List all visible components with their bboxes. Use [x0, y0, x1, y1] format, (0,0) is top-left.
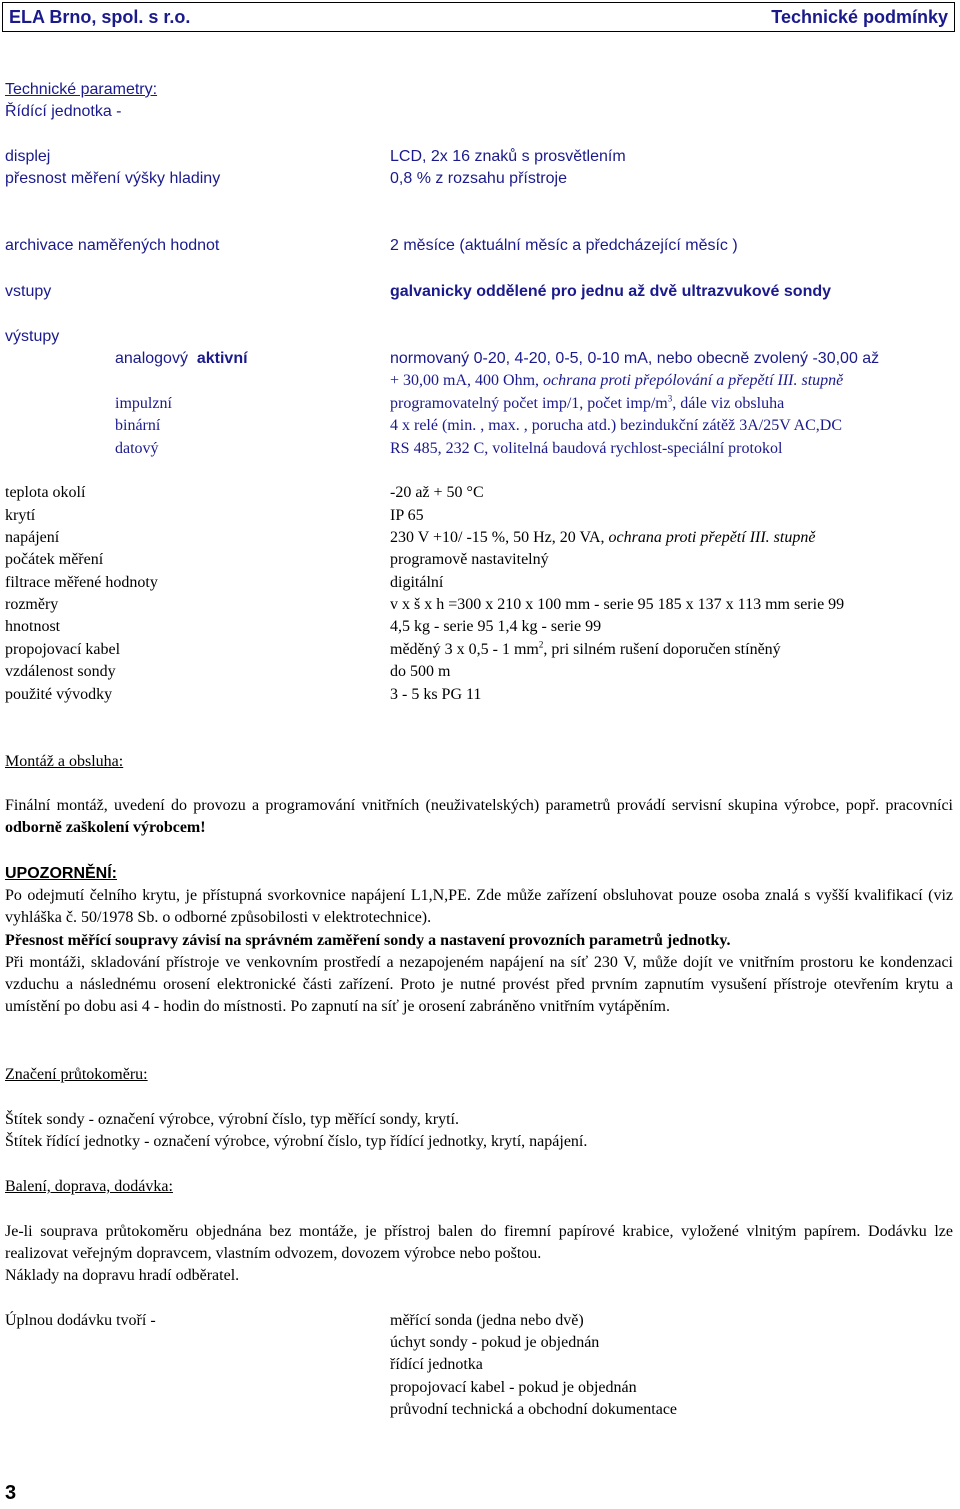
pulse-value-sup: 3 [667, 393, 673, 404]
cable-value-text: měděný 3 x 0,5 - 1 mm [390, 641, 539, 658]
mounting-title: Montáž a obsluha: [5, 753, 124, 770]
params-subtitle: Řídící jednotka - [5, 103, 122, 120]
start-label: počátek měření [5, 551, 104, 568]
marking-line-2: Štítek řídící jednotky - označení výrobce, výrobní číslo, typ řídící jednotky, krytí, napájení. [5, 1133, 588, 1150]
distance-label: vzdálenost sondy [5, 663, 116, 680]
marking-title: Značení průtokoměru: [5, 1066, 148, 1083]
mounting-text-bold: odborně zaškolení výrobcem! [5, 819, 206, 836]
pulse-value-text: programovatelný počet imp/1, počet imp/m [390, 395, 668, 412]
temp-value: -20 až + 50 °C [390, 484, 484, 501]
packing-title: Balení, doprava, dodávka: [5, 1178, 173, 1195]
page-number: 3 [5, 1482, 17, 1504]
packing-line-3: Náklady na dopravu hradí odběratel. [5, 1267, 240, 1284]
filter-label: filtrace měřené hodnoty [5, 574, 158, 591]
marking-line-1: Štítek sondy - označení výrobce, výrobní číslo, typ měřící sondy, krytí. [5, 1111, 459, 1128]
dims-value: v x š x h =300 x 210 x 100 mm - serie 95 185 x 137 x 113 mm serie 99 [390, 596, 845, 613]
document-title: Technické podmínky [771, 7, 948, 27]
delivery-item: řídící jednotka [390, 1356, 483, 1373]
dims-label: rozměry [5, 596, 59, 613]
display-value: LCD, 2x 16 znaků s prosvětlením [390, 148, 626, 165]
analog-range: + 30,00 mA, 400 Ohm, [390, 372, 544, 389]
data-output-label: datový [115, 440, 159, 457]
cable-value [390, 639, 781, 661]
delivery-item: průvodní technická a obchodní dokumentace [390, 1401, 678, 1418]
accuracy-value: 0,8 % z rozsahu přístroje [390, 170, 567, 187]
distance-value: do 500 m [390, 663, 451, 680]
temp-label: teplota okolí [5, 484, 86, 501]
start-value: programově nastavitelný [390, 551, 549, 568]
analog-active: aktivní [196, 350, 248, 367]
glands-value: 3 - 5 ks PG 11 [390, 686, 482, 703]
binary-label: binární [115, 417, 161, 434]
warning-paragraph-3: Při montáži, skladování přístroje ve venkovním prostředí a nezapojeném napájení na síť 230 V, může dojít ve vnitřním prostoru ke kondenzaci vzduchu a následnému orosení elektronické části zařízení. Proto je nutné provést před prvním zapnutím vysušení přístroje otevřením krytu a umístění po dobu asi 4 - hodin do místnosti. Po zapnutí na síť je orosení zabráněno vnitřním vytápěním. [5, 954, 953, 1015]
params-title: Technické parametry: [5, 81, 158, 98]
pulse-value [390, 393, 784, 415]
pulse-value-tail: , dále viz obsluha [672, 395, 785, 412]
glands-label: použité vývodky [5, 686, 113, 703]
outputs-label: výstupy [5, 328, 60, 345]
analog-protection: ochrana proti přepólování a přepětí III. stupně [543, 372, 844, 389]
delivery-item: úchyt sondy - pokud je objednán [390, 1334, 600, 1351]
archive-label: archivace naměřených hodnot [5, 237, 220, 254]
cable-label: propojovací kabel [5, 641, 121, 658]
power-value [390, 527, 815, 549]
accuracy-label: přesnost měření výšky hladiny [5, 170, 221, 187]
display-label: displej [5, 148, 51, 165]
delivery-item: propojovací kabel - pokud je objednán [390, 1379, 637, 1396]
company-name: ELA Brno, spol. s r.o. [9, 7, 191, 27]
power-protection: ochrana proti přepětí III. stupně [608, 529, 816, 546]
warning-paragraph-2: Přesnost měřící soupravy závisí na správném zaměření sondy a nastavení provozních parametrů jednotky. [5, 932, 731, 949]
weight-label: hnotnost [5, 618, 61, 635]
warning-paragraph-1: Po odejmutí čelního krytu, je přístupná svorkovnice napájení L1,N,PE. Zde může zařízení obsluhovat pouze osoba znalá s vyšší kvalifikací (viz vyhláška č. 50/1978 Sb. o odborné způsobilosti v elektrotechnice). [5, 887, 953, 926]
analog-label [115, 348, 248, 370]
delivery-label: Úplnou dodávku tvoří - [5, 1312, 156, 1329]
cable-value-sup: 2 [538, 639, 544, 650]
cover-label: krytí [5, 507, 36, 524]
analog-value-line1: normovaný 0-20, 4-20, 0-5, 0-10 mA, nebo obecně zvolený -30,00 až [390, 350, 880, 367]
inputs-value: galvanicky oddělené pro jednu až dvě ultrazvukové sondy [390, 283, 832, 300]
power-label: napájení [5, 529, 60, 546]
warning-title [5, 863, 117, 885]
cover-value: IP 65 [390, 507, 424, 524]
delivery-item: měřící sonda (jedna nebo dvě) [390, 1312, 584, 1329]
pulse-label: impulzní [115, 395, 172, 412]
analog-value-line2 [390, 370, 843, 392]
data-output-value: RS 485, 232 C, volitelná baudová rychlost-speciální protokol [390, 440, 783, 457]
filter-value: digitální [390, 574, 444, 591]
cable-value-tail: , pri silném rušení doporučen stíněný [543, 641, 781, 658]
mounting-text [5, 795, 953, 839]
analog-type: analogový [115, 350, 188, 367]
power-spec: 230 V +10/ -15 %, 50 Hz, 20 VA, [390, 529, 609, 546]
archive-value: 2 měsíce (aktuální měsíc a předcházející měsíc ) [390, 237, 738, 254]
warning-title-text: UPOZORNĚNÍ: [5, 865, 117, 882]
mounting-text-main: Finální montáž, uvedení do provozu a programování vnitřních (neuživatelských) parametrů provádí servisní skupina výrobce, popř. pracovníci [5, 797, 953, 814]
binary-value: 4 x relé (min. , max. , porucha atd.) bezindukční zátěž 3A/25V AC,DC [390, 417, 843, 434]
packing-text: Je-li souprava průtokoměru objednána bez montáže, je přístroj balen do firemní papírové krabice, vyložené vlnitým papírem. Dodávku lze realizovat veřejným dopravcem, vlastním odvozem, dovozem výrobce nebo poštou. [5, 1223, 953, 1262]
inputs-label: vstupy [5, 283, 52, 300]
page-header [2, 2, 955, 32]
weight-value: 4,5 kg - serie 95 1,4 kg - serie 99 [390, 618, 602, 635]
